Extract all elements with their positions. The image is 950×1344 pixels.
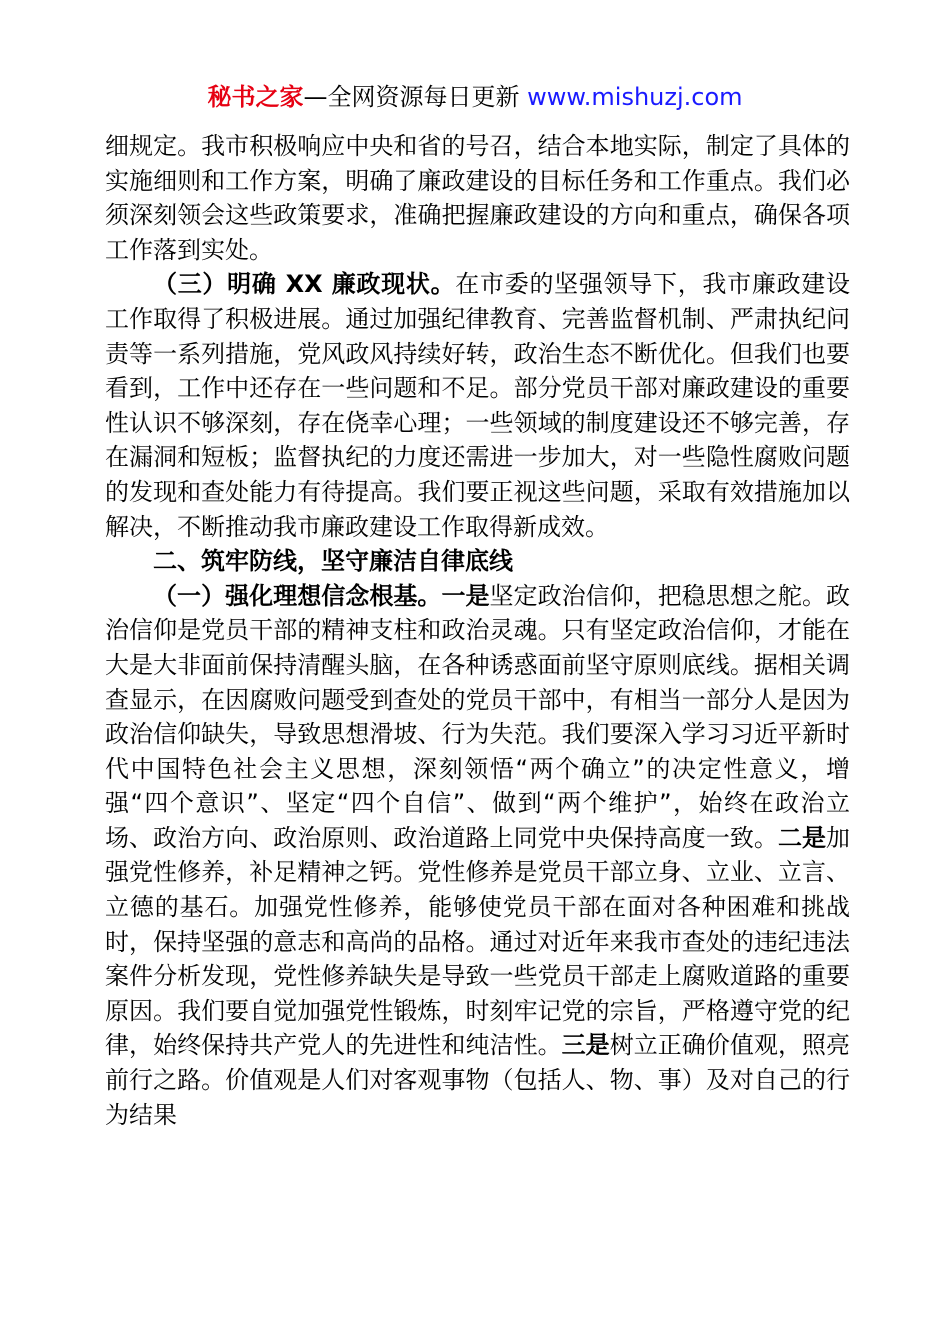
- paragraph-continued: 细规定。我市积极响应中央和省的号召，结合本地实际，制定了具体的实施细则和工作方案，明确了廉政建设的目标任务和工作重点。我们必须深刻领会这些政策要求，准确把握廉政建设的方向和重点，确保各项工作落到实处。: [105, 132, 850, 264]
- point-marker-1: 一是: [441, 581, 490, 610]
- paragraph-ideals: [105, 579, 850, 1133]
- subsection-heading-3: （三）明确 XX 廉政现状。: [153, 270, 456, 299]
- point-marker-3: 三是: [561, 1031, 610, 1060]
- section-heading-2: 二、筑牢防线，坚守廉洁自律底线: [153, 547, 513, 576]
- paragraph-text: 在市委的坚强领导下，我市廉政建设工作取得了积极进展。通过加强纪律教育、完善监督机制、严肃执纪问责等一系列措施，党风政风持续好转，政治生态不断优化。但我们也要看到，工作中还存在一些问题和不足。部分党员干部对廉政建设的重要性认识不够深刻，存在侥幸心理；一些领域的制度建设还不够完善，存在漏洞和短板；监督执纪的力度还需进一步加大，对一些隐性腐败问题的发现和查处能力有待提高。我们要正视这些问题，采取有效措施加以解决，不断推动我市廉政建设工作取得新成效。: [105, 270, 851, 541]
- paragraph-status: [105, 267, 850, 544]
- point-text-1: 坚定政治信仰，把稳思想之舵。政治信仰是党员干部的精神支柱和政治灵魂。只有坚定政治信仰，才能在大是大非面前保持清醒头脑，在各种诱惑面前坚守原则底线。据相关调查显示，在因腐败问题受到查处的党员干部中，有相当一部分人是因为政治信仰缺失，导致思想滑坡、行为失范。我们要深入学习习近平新时代中国特色社会主义思想，深刻领悟“两个确立”的决定性意义，增强“四个意识”、坚定“四个自信”、做到“两个维护”，始终在政治立场、政治方向、政治原则、政治道路上同党中央保持高度一致。: [105, 581, 851, 852]
- page-header: [0, 80, 950, 114]
- site-brand: 秘书之家: [207, 83, 304, 111]
- point-marker-2: 二是: [777, 823, 827, 852]
- point-text-3: 树立正确价值观，照亮前行之路。价值观是人们对客观事物（包括人、物、事）及对自己的行为结果: [105, 1031, 851, 1129]
- document-body: [105, 129, 850, 1132]
- subsection-heading-1: （一）强化理想信念根基。: [153, 581, 442, 610]
- site-url-link[interactable]: www.mishuzj.com: [527, 83, 743, 111]
- site-slogan: —全网资源每日更新: [303, 83, 520, 111]
- point-text-2: 加强党性修养，补足精神之钙。党性修养是党员干部立身、立业、立言、立德的基石。加强党性修养，能够使党员干部在面对各种困难和挑战时，保持坚强的意志和高尚的品格。通过对近年来我市查处的违纪违法案件分析发现，党性修养缺失是导致一些党员干部走上腐败道路的重要原因。我们要自觉加强党性锻炼，时刻牢记党的宗旨，严格遵守党的纪律，始终保持共产党人的先进性和纯洁性。: [105, 823, 851, 1060]
